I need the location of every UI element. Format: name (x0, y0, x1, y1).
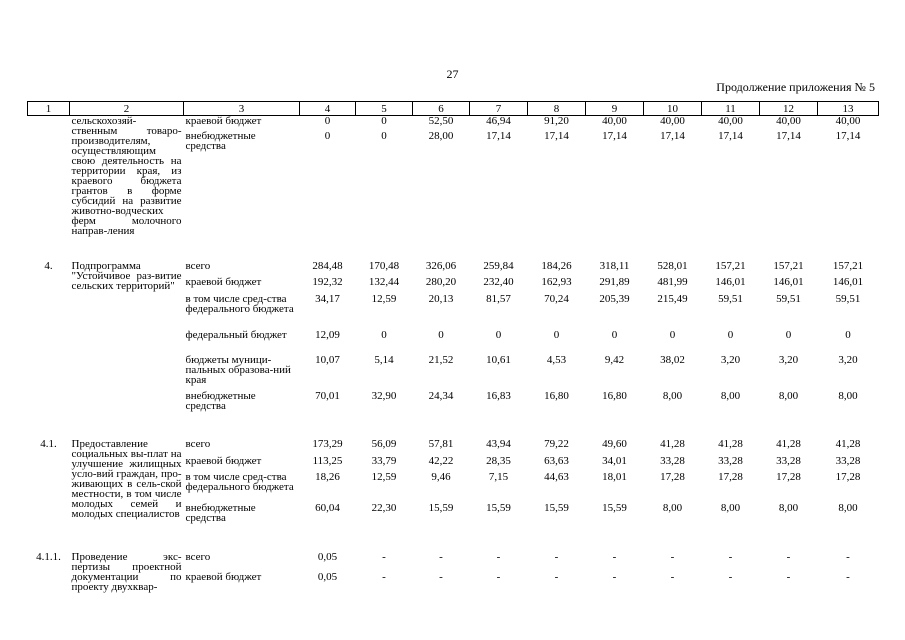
value-cell: 15,59 (602, 501, 627, 514)
value-cell: 8,00 (662, 501, 683, 514)
table-body (28, 116, 879, 592)
value-cell: 17,28 (718, 470, 743, 483)
value-cell: 284,48 (312, 259, 343, 272)
funding-source-cell: в том числе сред-ства федерального бюджета (185, 470, 294, 493)
value-cell: 0,05 (317, 550, 338, 563)
spacer-cell (28, 421, 879, 439)
value-cell: 12,09 (315, 328, 340, 341)
value-cell: 8,00 (720, 389, 741, 402)
value-cell: 33,28 (660, 454, 685, 467)
measure-description-cell: Подпрограмма "Устойчивое раз-витие сельских территорий" (71, 259, 182, 292)
measure-description-cell: сельскохозяй-ственным товаро-производителям, осуществляющим свою деятельность на территории края, из краевого бюджета грантов в форме субсидий на развитие животно-водческих ферм молочного направ-ления (71, 115, 182, 237)
value-cell: 0 (495, 328, 502, 341)
value-cell: - (554, 550, 559, 563)
value-cell: 132,44 (368, 275, 400, 288)
column-header: 7 (470, 102, 528, 116)
value-cell: 40,00 (776, 115, 801, 127)
value-cell: 0 (381, 115, 387, 127)
value-cell: 162,93 (541, 275, 572, 288)
value-cell: - (612, 570, 617, 583)
appendix-continuation-note: Продолжение приложения № 5 (716, 80, 875, 94)
spacer-row (28, 251, 879, 261)
row-number-cell: 4.1. (40, 437, 57, 450)
value-cell: 17,14 (660, 129, 685, 142)
value-cell: - (496, 550, 501, 563)
value-cell: 60,04 (315, 501, 340, 514)
value-cell: 8,00 (778, 389, 799, 402)
value-cell: 42,22 (428, 454, 454, 467)
value-cell: 146,01 (832, 275, 864, 288)
value-cell: - (728, 570, 733, 583)
column-header: 13 (818, 102, 879, 116)
value-cell: 21,52 (428, 353, 454, 366)
value-cell: 0 (381, 328, 387, 341)
value-cell: 33,28 (718, 454, 743, 467)
row-number-cell (28, 116, 70, 251)
value-cell: 481,99 (657, 275, 688, 288)
row-number-cell: 4.1.1. (36, 550, 61, 563)
value-cell: 157,21 (832, 259, 864, 272)
value-cell: 16,80 (544, 389, 569, 402)
value-cell: - (382, 550, 386, 563)
value-cell: 24,34 (428, 389, 454, 402)
funding-source-cell: краевой бюджет (185, 275, 262, 288)
value-cell: 41,28 (660, 437, 685, 450)
value-cell: 33,28 (776, 454, 801, 467)
value-cell: 0 (381, 129, 387, 142)
value-cell: 17,28 (776, 470, 801, 483)
value-cell: 46,94 (486, 115, 511, 127)
value-cell: 17,14 (486, 129, 511, 142)
value-cell: 528,01 (657, 259, 688, 272)
spacer-cell (28, 251, 879, 261)
value-cell: 8,00 (838, 501, 858, 514)
value-cell: - (612, 550, 617, 563)
value-cell: - (382, 570, 386, 583)
value-cell: 3,20 (838, 353, 858, 366)
table-row (28, 439, 879, 456)
value-cell: 0 (553, 328, 560, 341)
funding-source-cell: бюджеты муници-пальных образова-ний края (185, 353, 291, 386)
funding-source-cell: в том числе сред-ства федерального бюджета (185, 292, 294, 315)
value-cell: 40,00 (718, 115, 743, 127)
value-cell: 43,94 (486, 437, 511, 450)
value-cell: 4,53 (546, 353, 567, 366)
funding-source-cell: всего (185, 437, 211, 450)
column-header: 6 (413, 102, 470, 116)
value-cell: 49,60 (602, 437, 627, 450)
value-cell: 184,26 (541, 259, 572, 272)
measure-description-cell: Проведение экс-пертизы проектной документации по проекту двухквар- (71, 550, 182, 593)
value-cell: 40,00 (835, 115, 861, 127)
value-cell: 280,20 (425, 275, 457, 288)
value-cell: 8,00 (778, 501, 799, 514)
value-cell: 157,21 (715, 259, 746, 272)
value-cell: 326,06 (425, 259, 457, 272)
value-cell: 17,14 (602, 129, 627, 142)
value-cell: 41,28 (835, 437, 861, 450)
value-cell: 0 (324, 115, 331, 127)
value-cell: 17,14 (776, 129, 801, 142)
column-header: 2 (70, 102, 184, 116)
value-cell: 170,48 (368, 259, 400, 272)
table-header (28, 102, 879, 116)
value-cell: 0 (611, 328, 618, 341)
page-number: 27 (446, 67, 459, 81)
value-cell: 44,63 (544, 470, 569, 483)
value-cell: 0 (845, 328, 851, 341)
row-number-cell: 4. (44, 259, 53, 272)
value-cell: 113,25 (312, 454, 343, 467)
value-cell: 173,29 (312, 437, 343, 450)
budget-table (27, 101, 879, 592)
column-header: 11 (702, 102, 760, 116)
value-cell: 0 (727, 328, 734, 341)
value-cell: 146,01 (715, 275, 746, 288)
value-cell: 17,28 (835, 470, 861, 483)
column-header: 1 (28, 102, 70, 116)
value-cell: 17,14 (835, 129, 861, 142)
value-cell: 41,28 (718, 437, 743, 450)
value-cell: 81,57 (486, 292, 511, 305)
value-cell: 15,59 (544, 501, 569, 514)
column-header: 4 (300, 102, 356, 116)
value-cell: 8,00 (838, 389, 858, 402)
value-cell: 18,01 (602, 470, 627, 483)
value-cell: 38,02 (660, 353, 685, 366)
column-header: 9 (586, 102, 644, 116)
value-cell: 34,17 (315, 292, 340, 305)
column-header: 8 (528, 102, 586, 116)
value-cell: 0 (669, 328, 676, 341)
measure-description-cell: Предоставление социальных вы-плат на улучшение жилищных усло-вий граждан, про-живающих в сель-ской местности, в том числе молодых семей и молодых специалистов (71, 437, 182, 520)
value-cell: 259,84 (483, 259, 514, 272)
value-cell: 0 (324, 129, 331, 142)
value-cell: - (554, 570, 559, 583)
funding-source-cell: всего (185, 550, 211, 563)
column-header: 3 (184, 102, 300, 116)
value-cell: 40,00 (660, 115, 685, 127)
value-cell: 16,83 (486, 389, 511, 402)
value-cell: 52,50 (428, 115, 454, 127)
value-cell: 59,51 (835, 292, 861, 305)
value-cell: 146,01 (773, 275, 804, 288)
funding-source-cell: краевой бюджет (185, 115, 262, 127)
value-cell: 10,07 (315, 353, 340, 366)
value-cell: - (846, 550, 850, 563)
value-cell: 17,14 (718, 129, 743, 142)
funding-source-cell: внебюджетные средства (185, 389, 256, 412)
value-cell: - (786, 550, 791, 563)
table-row (28, 261, 879, 277)
value-cell: 10,61 (486, 353, 511, 366)
value-cell: 5,14 (374, 353, 394, 366)
value-cell: 57,81 (428, 437, 454, 450)
funding-source-cell: краевой бюджет (185, 570, 262, 583)
value-cell: 17,28 (660, 470, 685, 483)
column-header: 5 (356, 102, 413, 116)
value-cell: 318,11 (599, 259, 630, 272)
value-cell: 22,30 (371, 501, 397, 514)
value-cell: 205,39 (599, 292, 630, 305)
value-cell: 7,15 (488, 470, 509, 483)
value-cell: 32,90 (371, 389, 397, 402)
value-cell: 12,59 (371, 292, 397, 305)
value-cell: 215,49 (657, 292, 688, 305)
column-header: 10 (644, 102, 702, 116)
table-row (28, 116, 879, 131)
value-cell: 192,32 (312, 275, 343, 288)
value-cell: 28,00 (428, 129, 454, 142)
table-row (28, 552, 879, 572)
value-cell: 70,24 (544, 292, 569, 305)
value-cell: 59,51 (718, 292, 743, 305)
value-cell: 9,42 (604, 353, 625, 366)
spacer-row (28, 421, 879, 439)
value-cell: - (496, 570, 501, 583)
value-cell: 63,63 (544, 454, 569, 467)
value-cell: 15,59 (428, 501, 454, 514)
value-cell: - (786, 570, 791, 583)
column-header: 12 (760, 102, 818, 116)
value-cell: 8,00 (720, 501, 741, 514)
value-cell: 291,89 (599, 275, 630, 288)
value-cell: 0,05 (317, 570, 338, 583)
value-cell: 9,46 (431, 470, 451, 483)
funding-source-cell: всего (185, 259, 211, 272)
value-cell: 15,59 (486, 501, 511, 514)
value-cell: 70,01 (315, 389, 340, 402)
value-cell: 16,80 (602, 389, 627, 402)
value-cell: - (846, 570, 850, 583)
value-cell: 56,09 (371, 437, 397, 450)
value-cell: - (439, 570, 443, 583)
value-cell: - (670, 550, 675, 563)
value-cell: 157,21 (773, 259, 804, 272)
value-cell: 41,28 (776, 437, 801, 450)
funding-source-cell: федеральный бюджет (185, 328, 287, 341)
value-cell: 40,00 (602, 115, 627, 127)
funding-source-cell: внебюджетные средства (185, 501, 256, 524)
value-cell: 3,20 (778, 353, 799, 366)
value-cell: 8,00 (662, 389, 683, 402)
value-cell: 232,40 (483, 275, 514, 288)
value-cell: 28,35 (486, 454, 511, 467)
value-cell: 12,59 (371, 470, 397, 483)
header-row (28, 102, 879, 116)
value-cell: 33,28 (835, 454, 861, 467)
value-cell: 34,01 (602, 454, 627, 467)
value-cell: - (670, 570, 675, 583)
value-cell: 59,51 (776, 292, 801, 305)
value-cell: 0 (785, 328, 792, 341)
value-cell: - (728, 550, 733, 563)
value-cell: 0 (438, 328, 444, 341)
funding-source-cell: внебюджетные средства (185, 129, 256, 152)
value-cell: 17,14 (544, 129, 569, 142)
value-cell: 79,22 (544, 437, 569, 450)
value-cell: 20,13 (428, 292, 454, 305)
value-cell: 33,79 (371, 454, 397, 467)
value-cell: 91,20 (544, 115, 569, 127)
value-cell: - (439, 550, 443, 563)
funding-source-cell: краевой бюджет (185, 454, 262, 467)
value-cell: 18,26 (315, 470, 340, 483)
value-cell: 3,20 (720, 353, 741, 366)
